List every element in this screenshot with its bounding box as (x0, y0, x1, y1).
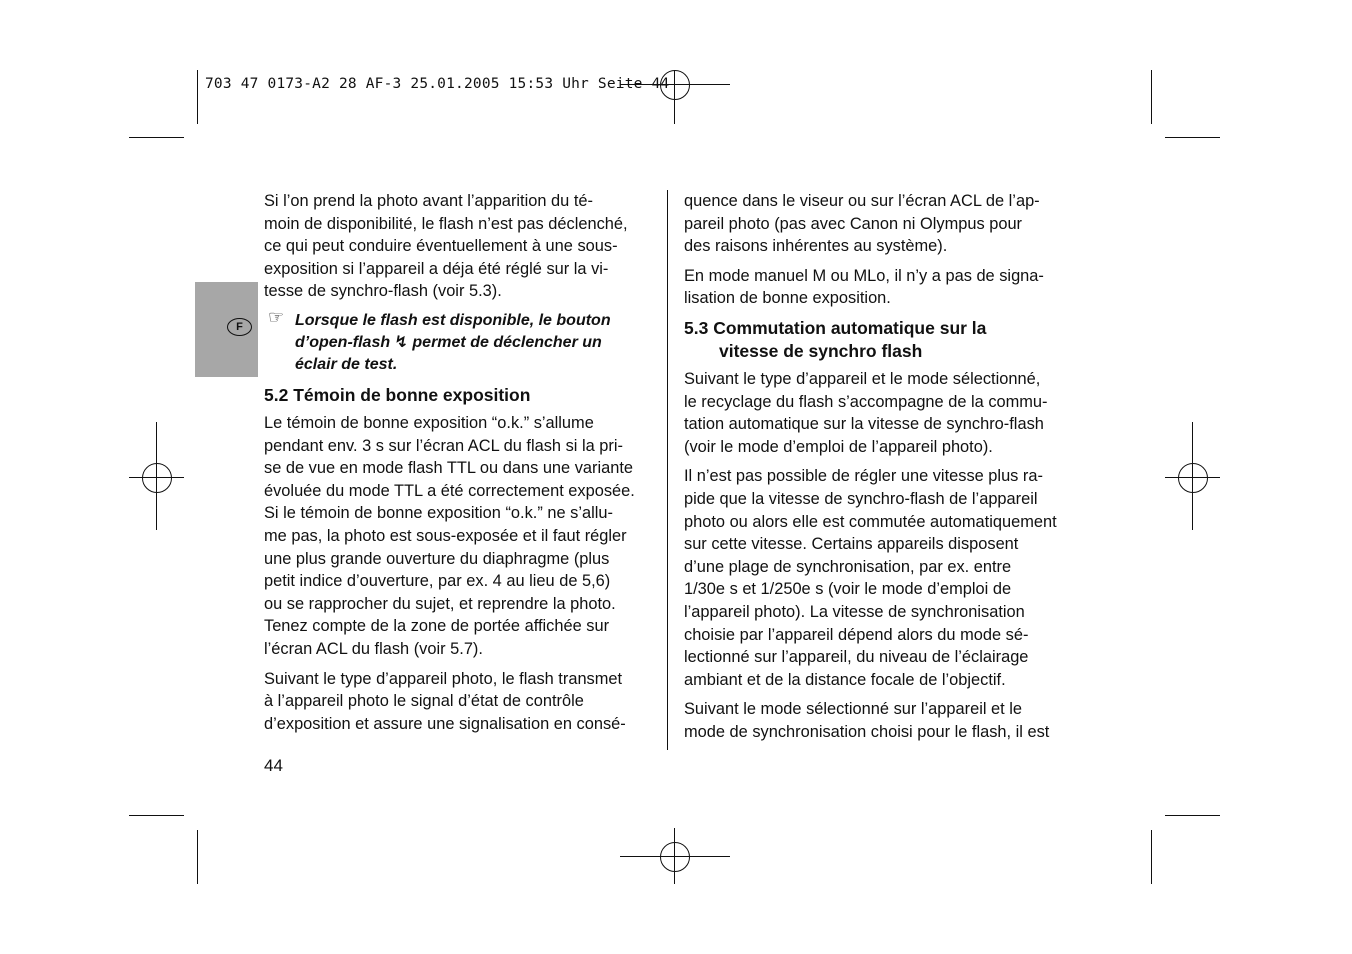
left-column (264, 190, 659, 742)
tip-note: ☞ Lorsque le flash est disponible, le bouton d’open-flash ↯ permet de déclencher un éclair de test. (268, 306, 611, 373)
crop-mark-top-right-horizontal (1165, 137, 1220, 138)
paragraph: Suivant le type d’appareil photo, le flash transmet à l’appareil photo le signal d’état de contrôle d’exposition et assure une signalisation en consé- (264, 669, 626, 733)
paragraph: Suivant le mode sélectionné sur l’appareil et le mode de synchronisation choisi pour le flash, il est (684, 700, 1050, 741)
paragraph: En mode manuel M ou MLo, il n’y a pas de signa- lisation de bonne exposition. (684, 266, 1044, 308)
print-slug: 703 47 0173-A2 28 AF-3 25.01.2005 15:53 Uhr Seite 44 (205, 76, 670, 92)
column-divider (667, 190, 668, 750)
section-heading-5-3: 5.3 Commutation automatique sur la vitesse de synchro flash (684, 317, 987, 361)
crop-mark-top-left-vertical (197, 70, 198, 124)
section-heading-5-2: 5.2 Témoin de bonne exposition (264, 384, 531, 405)
pointing-hand-icon: ☞ (268, 306, 285, 327)
crop-mark-top-right-vertical (1151, 70, 1152, 124)
intro-paragraph: Si l’on prend la photo avant l’apparition du té- moin de disponibilité, le flash n’est pas déclenché, ce qui peut conduire éventuellement à une sous- exposition si l’appareil a déja été réglé sur la vi- tesse de synchro-flash (voir 5.3). (264, 192, 628, 301)
paragraph: Le témoin de bonne exposition “o.k.” s’allume pendant env. 3 s sur l’écran ACL du flash si la pri- se de vue en mode flash TTL ou dans une variante évoluée du mode TTL a été correctement exposée. Si le témoin de bonne exposition “o.k.” ne s’allu- me pas, la photo est sous-exposée et il faut régler une plus grande ouverture du diaphragme (plus petit indice d’ouverture, par ex. 4 au lieu de 5,6) ou se rapprocher du sujet, et reprendre la photo. Tenez compte de la zone de portée affichée sur l’écran ACL du flash (voir 5.7). (264, 413, 635, 658)
page-number: 44 (264, 756, 283, 775)
crop-mark-bottom-right-vertical (1151, 830, 1152, 884)
paragraph: Il n’est pas possible de régler une vitesse plus ra- pide que la vitesse de synchro-flash de l’appareil photo ou alors elle est commutée automatiquement sur cette vitesse. Certains appareils disposent d’une plage de synchronisation, par ex. entre 1/30e s et 1/250e s (voir le mode d’emploi de l’appareil photo). La vitesse de synchronisation choisie par l’appareil dépend alors du mode sé- lectionné sur l’appareil, du niveau de l’éclairage ambiant et de la distance focale de l’objectif. (684, 467, 1057, 689)
language-badge: F (227, 318, 252, 336)
crop-mark-bottom-left-horizontal (129, 815, 184, 816)
crop-mark-top-left-horizontal (129, 137, 184, 138)
crop-mark-bottom-left-vertical (197, 830, 198, 884)
right-column (684, 190, 1084, 750)
paragraph: quence dans le viseur ou sur l’écran ACL de l’ap- pareil photo (pas avec Canon ni Olympus pour des raisons inhérentes au système). (684, 192, 1040, 256)
language-tab (195, 282, 258, 377)
crop-mark-bottom-right-horizontal (1165, 815, 1220, 816)
paragraph: Suivant le type d’appareil et le mode sélectionné, le recyclage du flash s’accompagne de la commu- tation automatique sur la vitesse de synchro-flash (voir le mode d’emploi de l’appareil photo). (684, 369, 1048, 456)
